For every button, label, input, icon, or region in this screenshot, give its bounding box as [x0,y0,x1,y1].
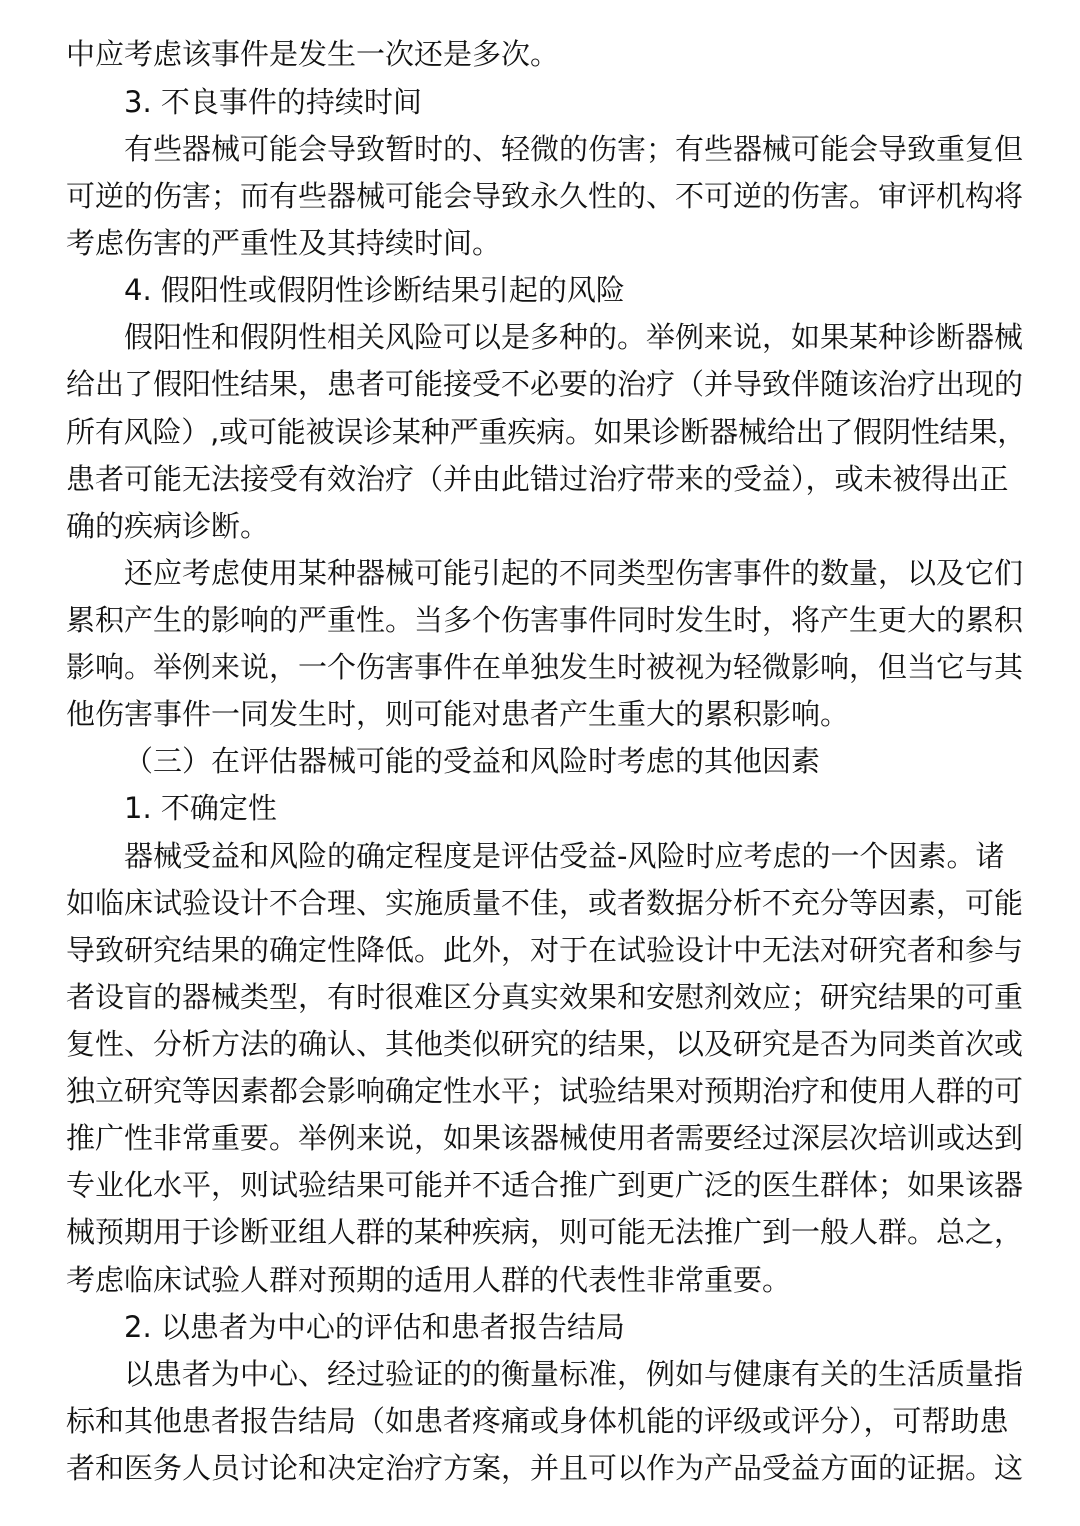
section-heading: 2. 以患者为中心的评估和患者报告结局 [124,1310,625,1344]
text-line: 患者可能无法接受有效治疗（并由此错过治疗带来的受益），或未被得出正 [66,462,1009,496]
text-line: 考虑临床试验人群对预期的适用人群的代表性非常重要。 [66,1263,792,1297]
text-line: 如临床试验设计不合理、实施质量不佳，或者数据分析不充分等因素，可能 [66,886,1024,920]
text-line: 假阳性和假阴性相关风险可以是多种的。举例来说，如果某种诊断器械 [124,320,1024,354]
text-line: 者和医务人员讨论和决定治疗方案，并且可以作为产品受益方面的证据。这 [66,1451,1024,1485]
text-line: 独立研究等因素都会影响确定性水平；试验结果对预期治疗和使用人群的可 [66,1074,1024,1108]
section-heading: 1. 不确定性 [124,791,277,825]
text-line: 专业化水平，则试验结果可能并不适合推广到更广泛的医生群体；如果该器 [66,1168,1024,1202]
text-line: 可逆的伤害；而有些器械可能会导致永久性的、不可逆的伤害。审评机构将 [66,179,1024,213]
text-line: 确的疾病诊断。 [66,509,270,543]
text-line: 以患者为中心、经过验证的的衡量标准，例如与健康有关的生活质量指 [124,1357,1024,1391]
section-heading: 4. 假阳性或假阴性诊断结果引起的风险 [124,273,625,307]
text-line: 推广性非常重要。举例来说，如果该器械使用者需要经过深层次培训或达到 [66,1121,1024,1155]
text-line: 所有风险）,或可能被误诊某种严重疾病。如果诊断器械给出了假阴性结果， [66,415,1027,449]
text-line: 他伤害事件一同发生时，则可能对患者产生重大的累积影响。 [66,697,850,731]
section-heading: （三）在评估器械可能的受益和风险时考虑的其他因素 [124,744,821,778]
text-line: 考虑伤害的严重性及其持续时间。 [66,226,502,260]
text-line: 中应考虑该事件是发生一次还是多次。 [66,37,560,71]
text-line: 导致研究结果的确定性降低。此外，对于在试验设计中无法对研究者和参与 [66,933,1024,967]
text-line: 有些器械可能会导致暂时的、轻微的伤害；有些器械可能会导致重复但 [124,132,1024,166]
text-line: 还应考虑使用某种器械可能引起的不同类型伤害事件的数量，以及它们 [124,556,1024,590]
text-line: 复性、分析方法的确认、其他类似研究的结果，以及研究是否为同类首次或 [66,1027,1024,1061]
section-heading: 3. 不良事件的持续时间 [124,85,422,119]
text-line: 影响。举例来说，一个伤害事件在单独发生时被视为轻微影响，但当它与其 [66,650,1024,684]
text-line: 标和其他患者报告结局（如患者疼痛或身体机能的评级或评分），可帮助患 [66,1404,1009,1438]
text-line: 者设盲的器械类型，有时很难区分真实效果和安慰剂效应；研究结果的可重 [66,980,1024,1014]
text-line: 给出了假阳性结果，患者可能接受不必要的治疗（并导致伴随该治疗出现的 [66,367,1024,401]
text-line: 累积产生的影响的严重性。当多个伤害事件同时发生时，将产生更大的累积 [66,603,1024,637]
text-line: 器械受益和风险的确定程度是评估受益-风险时应考虑的一个因素。诸 [124,839,1005,873]
text-line: 械预期用于诊断亚组人群的某种疾病，则可能无法推广到一般人群。总之， [66,1215,1024,1249]
